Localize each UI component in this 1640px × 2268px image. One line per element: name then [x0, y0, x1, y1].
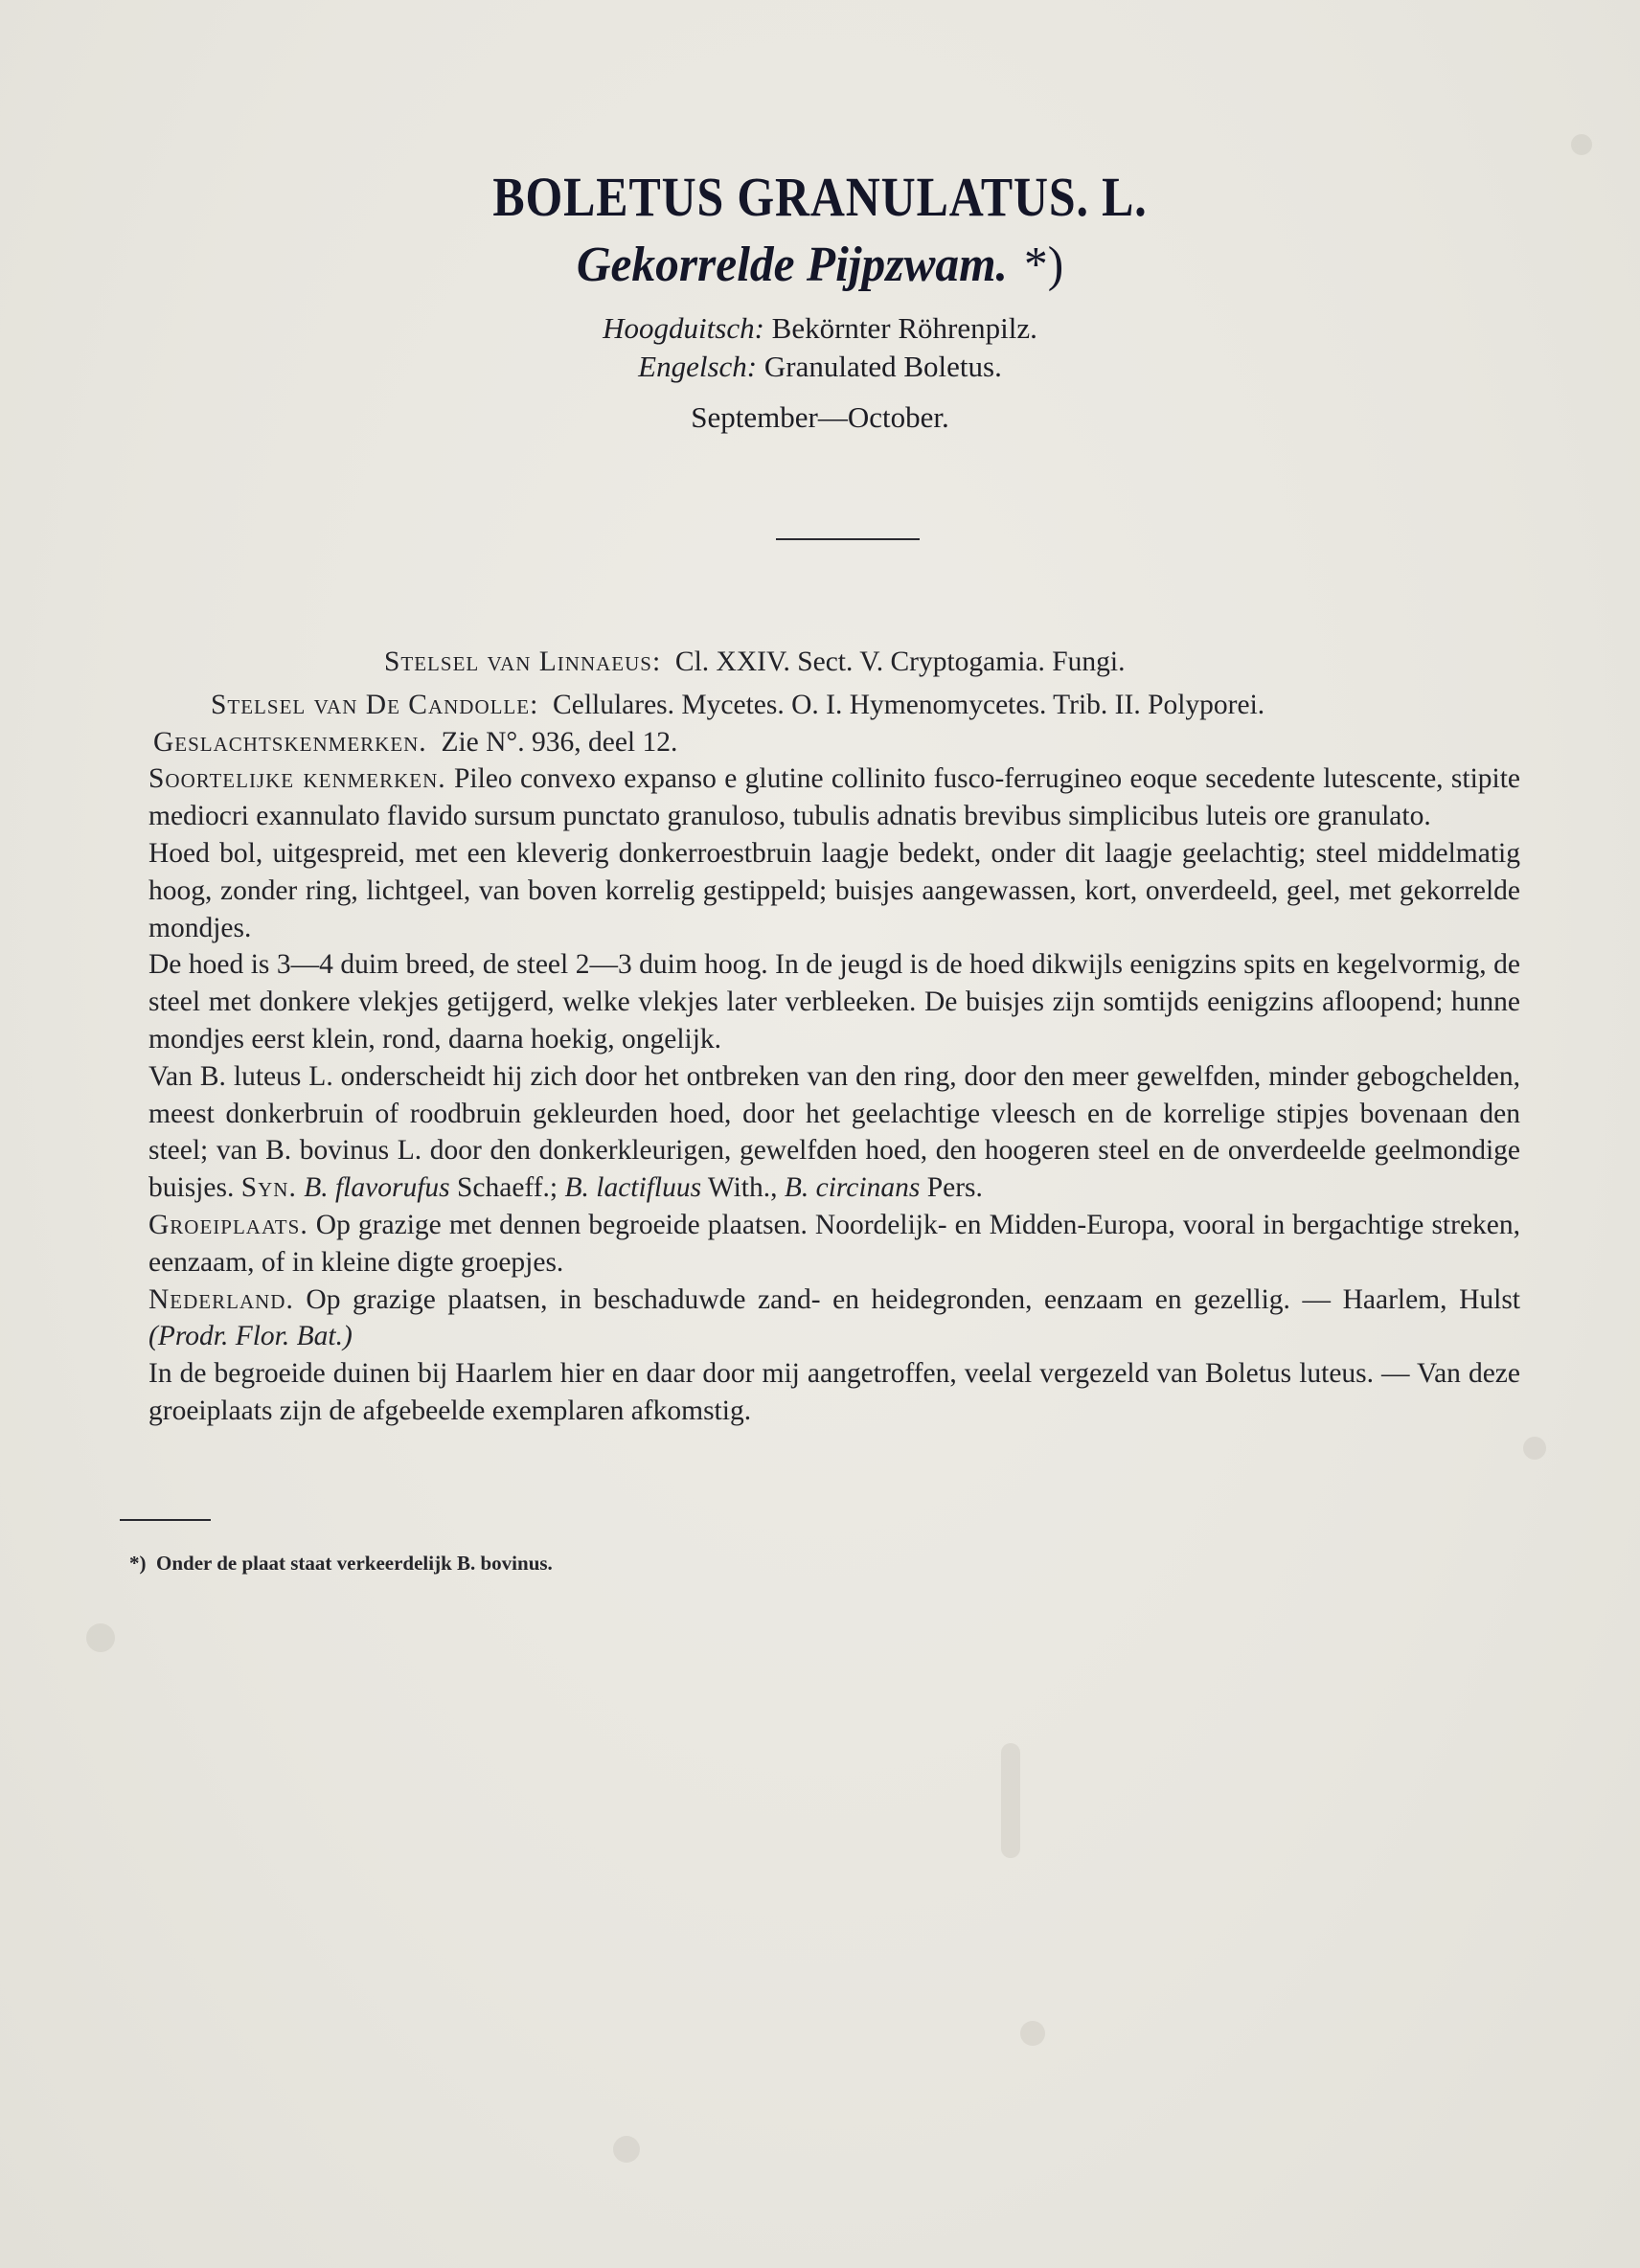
header-divider [776, 538, 920, 540]
genus-text: Zie N°. 936, deel 12. [441, 726, 678, 758]
genus-label: Geslachtskenmerken. [153, 726, 427, 758]
synonym-3: B. circinans [784, 1172, 921, 1204]
syn-label: Syn. [240, 1172, 297, 1204]
description-3 [148, 1058, 1520, 1207]
footnote [129, 1552, 553, 1576]
linnaeus-label: Stelsel van Linnaeus: [384, 646, 662, 677]
footnote-mark: *) [129, 1552, 147, 1575]
foxing-spot [1523, 1437, 1546, 1460]
foxing-spot [86, 1623, 115, 1652]
habitat [148, 1207, 1520, 1281]
english-label: Engelsch: [638, 350, 758, 383]
german-name: Bekörnter Röhrenpilz. [771, 311, 1037, 345]
netherlands-reference: (Prodr. Flor. Bat.) [148, 1321, 353, 1352]
habitat-text: Op grazige met dennen begroeide plaatsen. Noordelijk- en Midden-Europa, vooral in bergachtige streken, eenzaam, of in kleine digte groepjes. [148, 1209, 1521, 1278]
german-label: Hoogduitsch: [603, 311, 764, 345]
foxing-spot [1571, 134, 1592, 155]
common-names [0, 303, 1640, 393]
footnote-text: Onder de plaat staat verkeerdelijk B. bovinus. [156, 1552, 553, 1575]
main-text [148, 636, 1520, 1430]
english-name: Granulated Boletus. [763, 350, 1002, 383]
subtitle-text: Gekorrelde Pijpzwam. [576, 238, 1008, 292]
synonym-2: B. lactifluus [564, 1172, 702, 1204]
subtitle-footnote-mark: *) [1023, 238, 1064, 292]
footnote-divider [120, 1519, 211, 1521]
candolle-text: Cellulares. Mycetes. O. I. Hymenomycetes. Trib. II. Polyporei. [553, 689, 1265, 720]
english-name-line [0, 341, 1640, 393]
candolle-label: Stelsel van De Candolle: [211, 689, 539, 720]
foxing-spot [613, 2136, 640, 2163]
netherlands [148, 1281, 1520, 1356]
species-label: Soortelijke kenmerken. [148, 763, 446, 795]
candolle-system [148, 687, 1520, 724]
description-3-text: Van B. luteus L. onderscheidt hij zich door het ontbreken van den ring, door den meer gewelfden, minder gebogchelden, meest donkerbruin of roodbruin gekleurden hoed, door het geelachtige vleesch en de korrelige stipjes bovenaan den steel; van B. bovinus L. door den donkerkleurigen, gewelfden hoed, den hoogeren steel en de onverdeelde geelmondige buisjes. [148, 1060, 1520, 1204]
foxing-spot [1020, 2021, 1045, 2046]
genus-characters [148, 724, 1520, 761]
local-note: In de begroeide duinen bij Haarlem hier en daar door mij aangetroffen, veelal vergezeld van Boletus luteus. — Van deze groeiplaats zijn de afgebeelde exemplaren afkomstig. [148, 1358, 1520, 1426]
header [0, 163, 1640, 442]
habitat-label: Groeiplaats. [148, 1209, 308, 1240]
synonym-2-author: With., [707, 1172, 778, 1204]
page-subtitle [41, 232, 1599, 299]
species-characters [148, 760, 1520, 835]
synonym-1-author: Schaeff.; [457, 1172, 558, 1204]
netherlands-label: Nederland. [148, 1283, 294, 1315]
linnaeus-system [148, 644, 1520, 681]
description-1: Hoed bol, uitgespreid, met een kleverig donkerroestbruin laagje bedekt, onder dit laagje geelachtig; steel middelmatig hoog, zonder ring, lichtgeel, van boven korrelig gestippeld; buisjes aangewassen, kort, onverdeeld, geel, met gekorrelde mondjes. [148, 837, 1520, 943]
linnaeus-text: Cl. XXIV. Sect. V. Cryptogamia. Fungi. [674, 646, 1126, 677]
page-title: BOLETUS GRANULATUS. L. [492, 166, 1148, 228]
netherlands-text: Op grazige plaatsen, in beschaduwde zand- en heidegronden, eenzaam en gezellig. — Haarlem, Hulst [306, 1283, 1520, 1315]
synonym-3-author: Pers. [926, 1172, 983, 1204]
description-2: De hoed is 3—4 duim breed, de steel 2—3 duim hoog. In de jeugd is de hoed dikwijls eenigzins spits en kegelvormig, de steel met donkere vlekjes getijgerd, welke vlekjes later verbleeken. De buisjes zijn somtijds eenigzins afloopend; hunne mondjes eerst klein, rond, daarna hoekig, ongelijk. [148, 949, 1520, 1055]
season: September—October. [691, 400, 949, 434]
foxing-spot [1001, 1743, 1020, 1858]
species-text: Pileo convexo expanso e glutine collinito fusco-ferrugineo eoque secedente lutescente, stipite mediocri exannulato flavido sursum punctato granuloso, tubulis adnatis brevibus simplicibus luteis ore granulato. [148, 763, 1520, 832]
synonym-1: B. flavorufus [304, 1172, 450, 1204]
